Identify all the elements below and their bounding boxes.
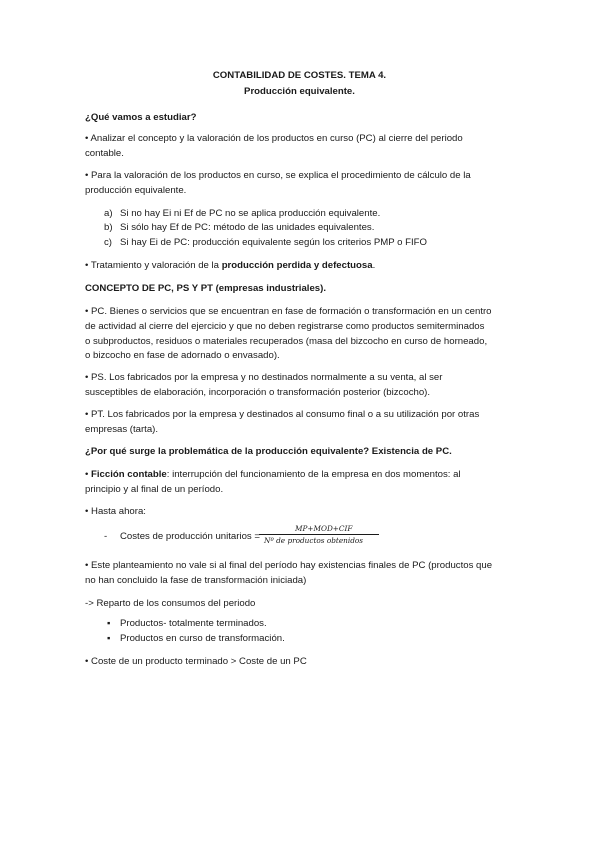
list-marker-c: c) [104, 237, 112, 248]
pt-definition-line2: empresas (tarta). [85, 424, 159, 435]
tratamiento-bold: producción perdida y defectuosa [221, 260, 373, 271]
square-bullet-2: ▪ [107, 633, 111, 644]
bullet-planteamiento-line1: • Este planteamiento no vale si al final del período hay existencias finales de PC (productos que [85, 560, 493, 571]
bullet-planteamiento-line2: no han concluido la fase de transformación iniciada) [85, 575, 307, 586]
section-heading-que-vamos: ¿Qué vamos a estudiar? [85, 112, 197, 123]
list-item-terminados: Productos- totalmente terminados. [120, 618, 267, 629]
bullet-analizar-line1: • Analizar el concepto y la valoración de los productos en curso (PC) al cierre del periodo [85, 133, 463, 144]
bullet-tratamiento [85, 259, 375, 272]
section-heading-concepto: CONCEPTO DE PC, PS Y PT (empresas industriales). [85, 283, 326, 294]
bullet-valoracion-line1: • Para la valoración de los productos en curso, se explica el procedimiento de cálculo de la [85, 170, 471, 181]
bullet-hasta-ahora: • Hasta ahora: [85, 506, 146, 517]
list-item-b: Si sólo hay Ef de PC: método de las unidades equivalentes. [120, 222, 375, 233]
pc-definition-line2: de actividad al cierre del ejercicio y que no deben registrarse como productos semiterminados [85, 321, 485, 332]
square-bullet-1: ▪ [107, 618, 111, 629]
tratamiento-end: . [372, 260, 376, 271]
document-title: CONTABILIDAD DE COSTES. TEMA 4. [212, 70, 387, 81]
ficcion-bold: Ficción contable [91, 469, 167, 480]
list-item-a: Si no hay Ei ni Ef de PC no se aplica producción equivalente. [120, 208, 381, 219]
pc-definition-line4: o bizcocho en fase de adornado o envasado). [85, 350, 280, 361]
list-marker-a: a) [104, 208, 113, 219]
list-marker-b: b) [104, 222, 113, 233]
ps-definition-line2: susceptibles de elaboración, incorporación o transformación posterior (bizcocho). [85, 387, 431, 398]
fraction-bar [259, 534, 379, 535]
bullet-analizar-line2: contable. [85, 148, 124, 159]
dash-marker: - [104, 531, 108, 542]
bullet-ficcion-line2: principio y al final de un período. [85, 484, 224, 495]
bullet-valoracion-line2: producción equivalente. [85, 185, 187, 196]
ficcion-bullet: • [85, 469, 92, 480]
document-subtitle: Producción equivalente. [244, 86, 355, 97]
list-item-c: Si hay Ei de PC: producción equivalente según los criterios PMP o FIFO [120, 237, 427, 248]
bullet-coste-comparacion: • Coste de un producto terminado > Coste de un PC [85, 656, 307, 667]
ficcion-rest: : interrupción del funcionamiento de la empresa en dos momentos: al [166, 469, 461, 480]
ps-definition-line1: • PS. Los fabricados por la empresa y no destinados normalmente a su venta, al ser [85, 372, 443, 383]
formula-numerator: MP+MOD+CIF [295, 524, 353, 533]
pt-definition-line1: • PT. Los fabricados por la empresa y destinados al consumo final o a su utilización por otras [85, 409, 480, 420]
list-item-en-curso: Productos en curso de transformación. [120, 633, 285, 644]
pc-definition-line1: • PC. Bienes o servicios que se encuentran en fase de formación o transformación en un centro [85, 306, 492, 317]
cost-formula-label: Costes de producción unitarios = [120, 531, 260, 542]
tratamiento-text: • Tratamiento y valoración de la [85, 260, 222, 271]
bullet-ficcion-line1 [85, 468, 461, 481]
reparto-consumos: -> Reparto de los consumos del periodo [85, 598, 256, 609]
pc-definition-line3: o subproductos, residuos o materiales recuperados (masa del bizcocho en curso de horneado, [85, 336, 488, 347]
formula-denominator: Nº de productos obtenidos [264, 536, 363, 545]
section-heading-por-que: ¿Por qué surge la problemática de la producción equivalente? Existencia de PC. [85, 446, 452, 457]
